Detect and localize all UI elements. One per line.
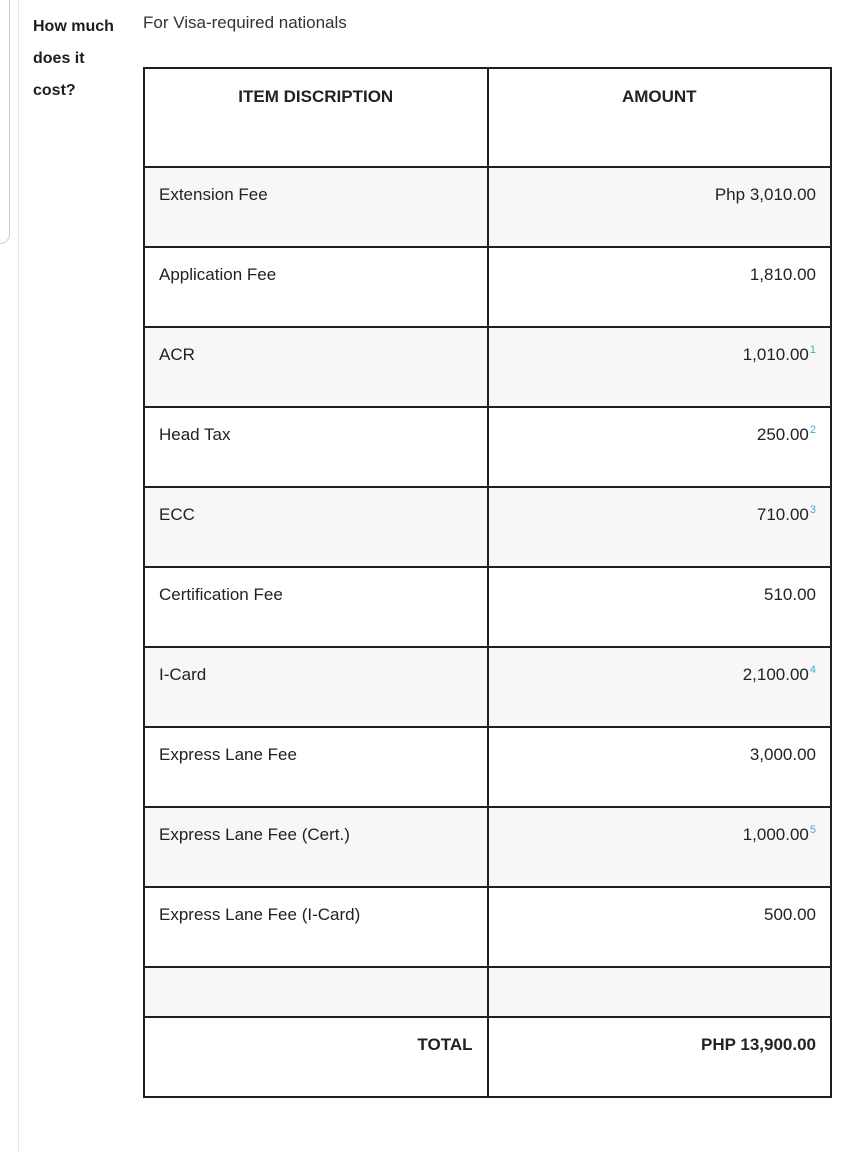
amount-cell <box>488 807 832 887</box>
item-cell: Application Fee <box>144 247 488 327</box>
section-intro: For Visa-required nationals <box>143 13 347 32</box>
table-row <box>144 487 831 567</box>
footnote-link[interactable]: 5 <box>809 824 816 837</box>
table-header-row <box>144 68 831 167</box>
amount-cell <box>488 327 832 407</box>
item-cell: ACR <box>144 327 488 407</box>
footnote-link[interactable]: 4 <box>809 664 816 677</box>
amount-cell <box>488 167 832 247</box>
empty-row <box>144 967 831 1017</box>
amount-value: 2,100.00 <box>742 665 809 684</box>
item-cell: Express Lane Fee (Cert.) <box>144 807 488 887</box>
amount-cell <box>488 647 832 727</box>
table-row <box>144 167 831 247</box>
side-panel-edge <box>0 0 10 244</box>
footnote-link[interactable]: 3 <box>809 504 816 517</box>
amount-value: 1,010.00 <box>742 345 809 364</box>
item-cell: Certification Fee <box>144 567 488 647</box>
amount-value: Php 3,010.00 <box>714 185 816 204</box>
total-label: TOTAL <box>144 1017 488 1097</box>
amount-value: 510.00 <box>764 585 816 604</box>
table-row <box>144 887 831 967</box>
amount-value: 500.00 <box>764 905 816 924</box>
amount-cell <box>488 407 832 487</box>
amount-value: 1,810.00 <box>749 265 816 284</box>
amount-cell <box>488 247 832 327</box>
column-header-item: ITEM DISCRIPTION <box>144 68 488 167</box>
table-row <box>144 807 831 887</box>
empty-cell <box>488 967 832 1017</box>
section-label: How much does it cost? <box>33 18 114 99</box>
item-cell: Express Lane Fee (I-Card) <box>144 887 488 967</box>
fee-table <box>143 67 832 1098</box>
amount-cell <box>488 567 832 647</box>
amount-value: 250.00 <box>756 425 809 444</box>
amount-value: 3,000.00 <box>749 745 816 764</box>
table-row <box>144 247 831 327</box>
item-cell: Express Lane Fee <box>144 727 488 807</box>
table-row <box>144 647 831 727</box>
item-cell: Head Tax <box>144 407 488 487</box>
amount-cell <box>488 887 832 967</box>
footnote-link[interactable]: 2 <box>809 424 816 437</box>
total-amount: PHP 13,900.00 <box>488 1017 832 1097</box>
item-cell: I-Card <box>144 647 488 727</box>
amount-cell <box>488 487 832 567</box>
table-row <box>144 567 831 647</box>
table-row <box>144 407 831 487</box>
item-cell: Extension Fee <box>144 167 488 247</box>
left-divider <box>18 0 19 1152</box>
amount-value: 710.00 <box>756 505 809 524</box>
table-row <box>144 327 831 407</box>
total-row <box>144 1017 831 1097</box>
amount-value: 1,000.00 <box>742 825 809 844</box>
item-cell: ECC <box>144 487 488 567</box>
column-header-amount: AMOUNT <box>488 68 832 167</box>
footnote-link[interactable]: 1 <box>809 344 816 357</box>
table-row <box>144 727 831 807</box>
amount-cell <box>488 727 832 807</box>
empty-cell <box>144 967 488 1017</box>
